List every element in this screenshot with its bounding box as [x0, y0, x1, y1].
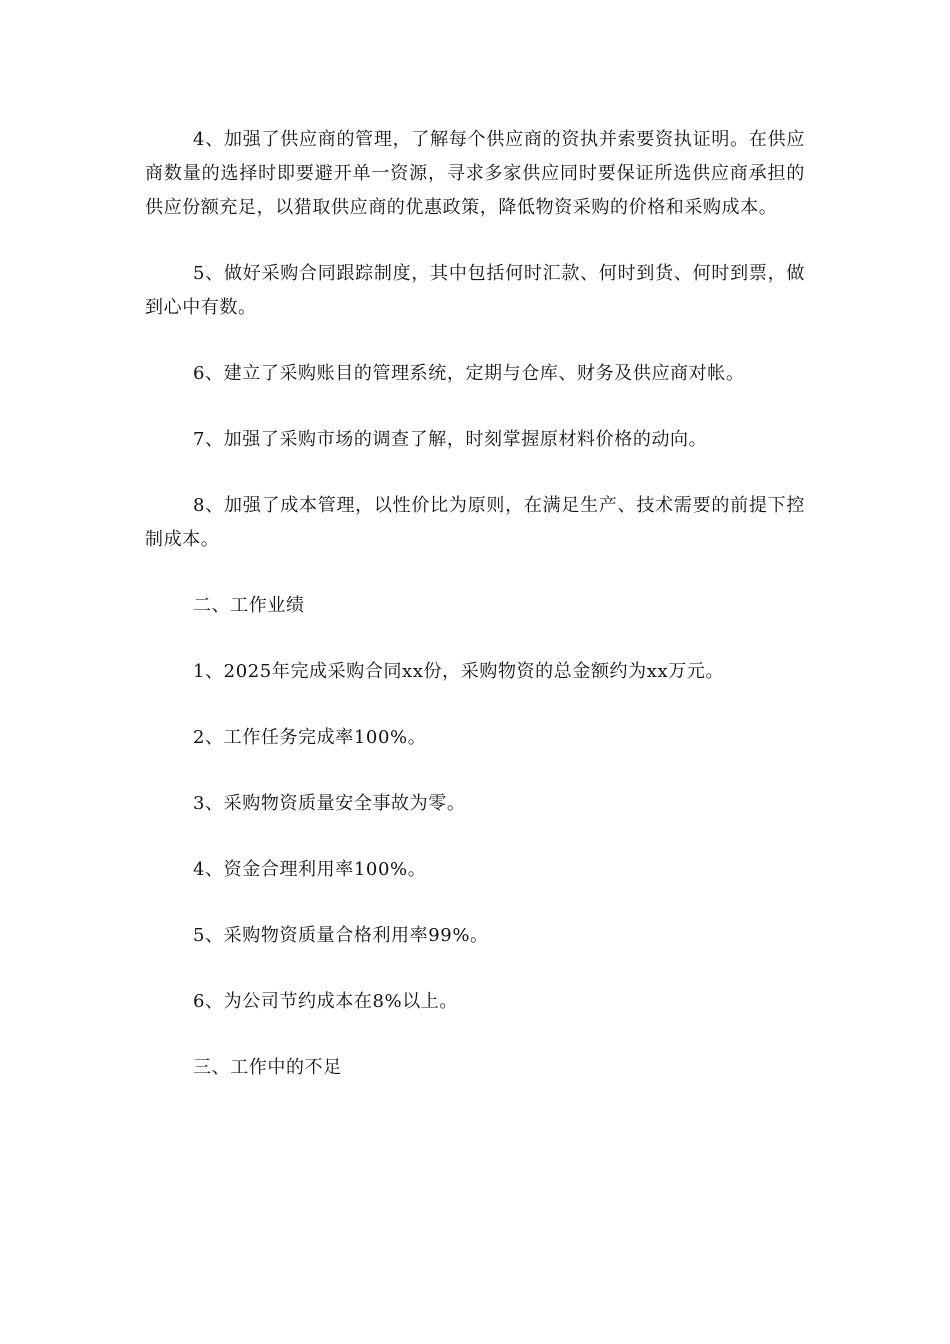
achievement-cost-saving: 6、为公司节约成本在8%以上。 [193, 991, 459, 1012]
document-body [145, 123, 805, 1117]
paragraph-supplier-management: 4、加强了供应商的管理，了解每个供应商的资执并索要资执证明。在供应商数量的选择时即要避开单一资源，寻求多家供应同时要保证所选供应商承担的供应份额充足，以猎取供应商的优惠政策，降低物资采购的价格和采购成本。 [145, 129, 805, 218]
achievement-contracts: 1、2025年完成采购合同xx份，采购物资的总金额约为xx万元。 [193, 661, 725, 682]
section-heading-shortcomings: 三、工作中的不足 [193, 1057, 342, 1078]
section-heading-work-achievements: 二、工作业绩 [193, 595, 305, 616]
paragraph-account-system: 6、建立了采购账目的管理系统，定期与仓库、财务及供应商对帐。 [193, 363, 745, 384]
achievement-quality-safety: 3、采购物资质量安全事故为零。 [193, 793, 466, 814]
paragraph-contract-tracking: 5、做好采购合同跟踪制度，其中包括何时汇款、何时到货、何时到票，做到心中有数。 [145, 263, 805, 318]
achievement-fund-utilization: 4、资金合理利用率100%。 [193, 859, 427, 880]
achievement-task-completion: 2、工作任务完成率100%。 [193, 727, 427, 748]
achievement-quality-pass-rate: 5、采购物资质量合格利用率99%。 [193, 925, 489, 946]
paragraph-cost-management: 8、加强了成本管理，以性价比为原则，在满足生产、技术需要的前提下控制成本。 [145, 495, 805, 550]
paragraph-market-research: 7、加强了采购市场的调查了解，时刻掌握原材料价格的动向。 [193, 429, 708, 450]
